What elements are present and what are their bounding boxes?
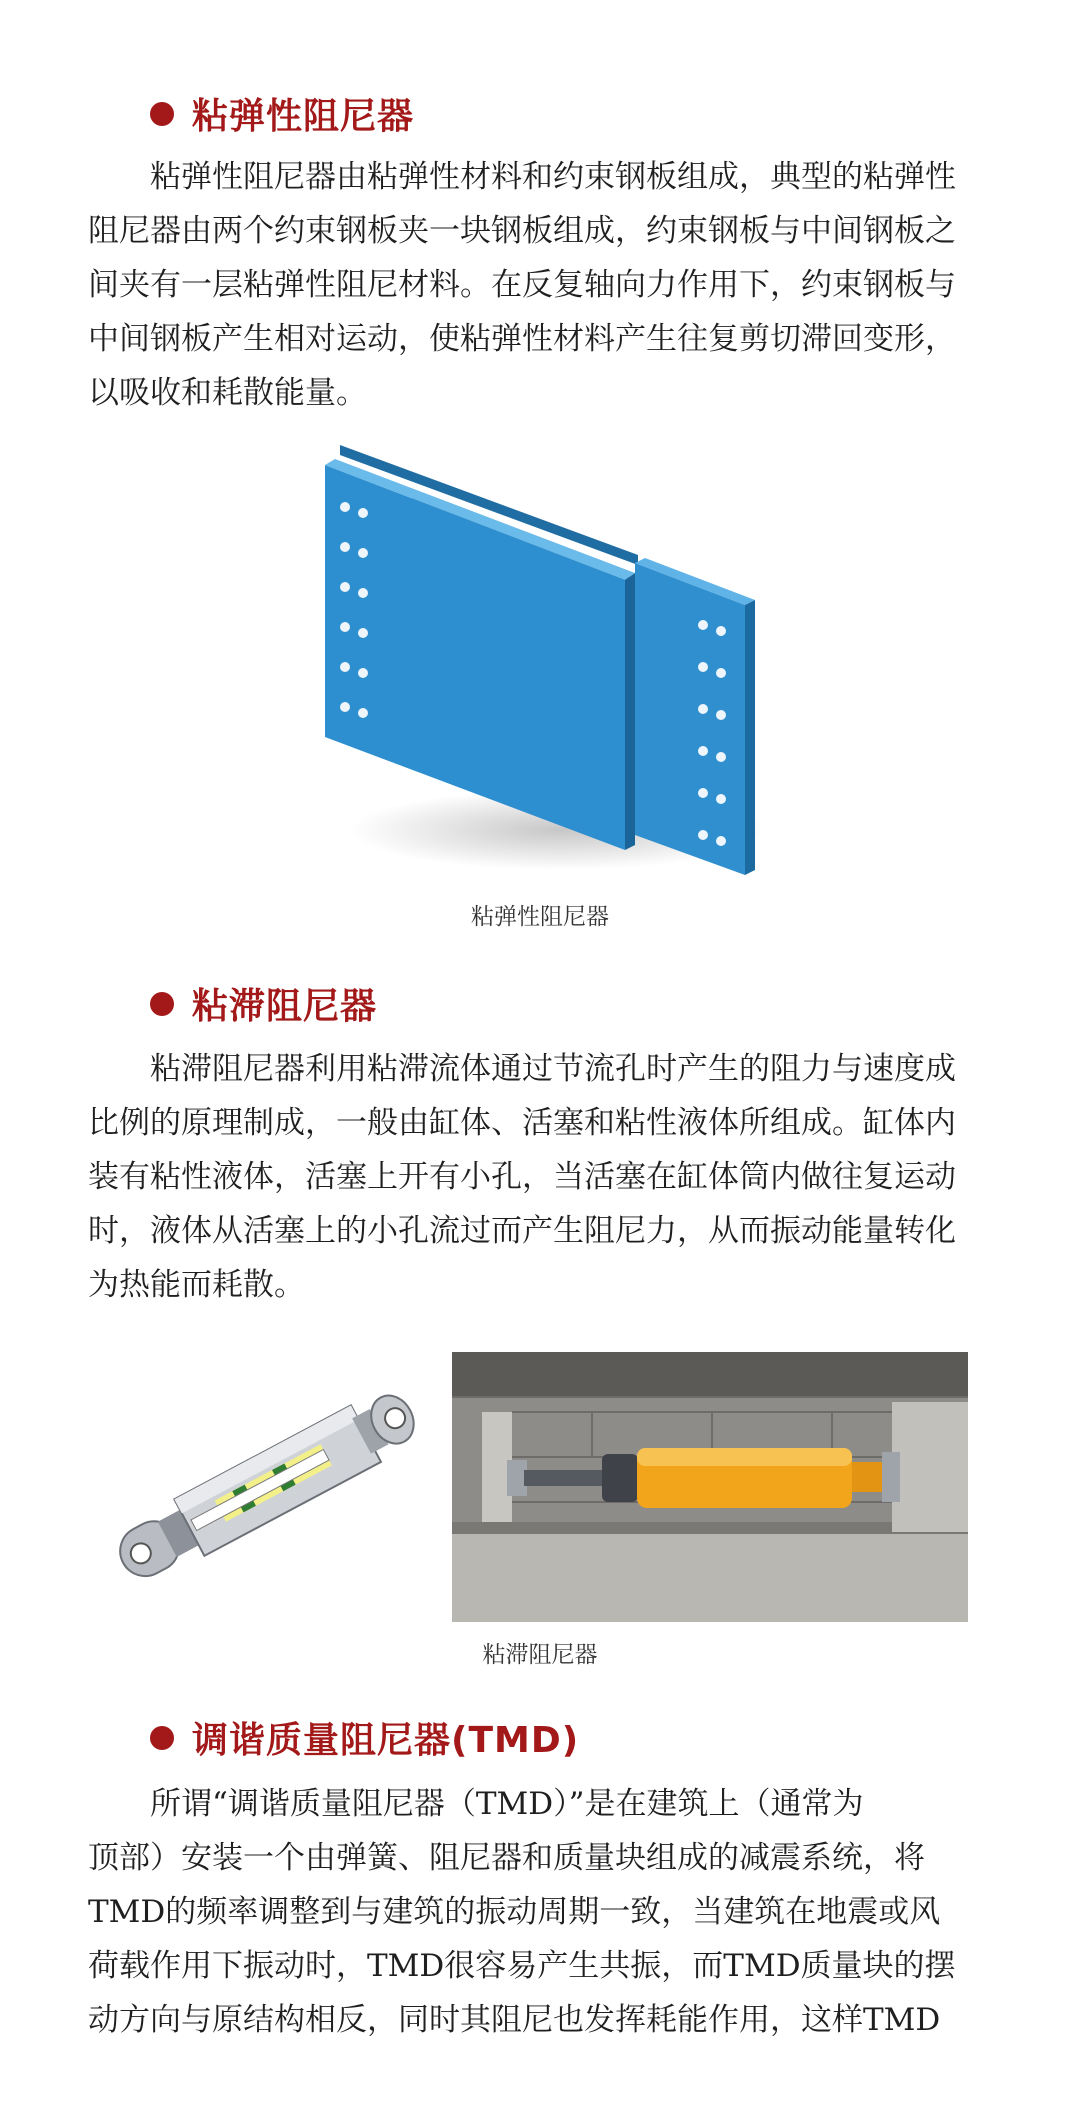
paragraph-line: 比例的原理制成，一般由缸体、活塞和粘性液体所组成。缸体内	[88, 1105, 956, 1141]
paragraph-line: 粘弹性阻尼器由粘弹性材料和约束钢板组成，典型的粘弹性	[88, 159, 956, 195]
section3-heading	[150, 1712, 579, 1763]
section2-heading	[150, 978, 377, 1029]
paragraph-line: 为热能而耗散。	[88, 1267, 305, 1303]
paragraph-line: TMD的频率调整到与建筑的振动周期一致，当建筑在地震或风	[88, 1894, 941, 1930]
figure-caption: 粘滞阻尼器	[482, 1642, 598, 1668]
paragraph-line: 所谓“调谐质量阻尼器（TMD）”是在建筑上（通常为	[88, 1786, 864, 1822]
paragraph-line: 间夹有一层粘弹性阻尼材料。在反复轴向力作用下，约束钢板与	[88, 267, 956, 303]
section2-heading-text: 粘滞阻尼器	[192, 986, 378, 1027]
section1-heading	[150, 88, 414, 139]
section1-heading-text: 粘弹性阻尼器	[192, 96, 415, 137]
paragraph-line: 粘滞阻尼器利用粘滞流体通过节流孔时产生的阻力与速度成	[88, 1051, 956, 1087]
section1-paragraph	[88, 150, 960, 420]
section3-heading-text: 调谐质量阻尼器(TMD)	[192, 1720, 580, 1761]
paragraph-line: 时，液体从活塞上的小孔流过而产生阻尼力，从而振动能量转化	[88, 1213, 956, 1249]
viscous-damper-cutaway-image	[95, 1370, 425, 1610]
paragraph-line: 中间钢板产生相对运动，使粘弹性材料产生往复剪切滞回变形，	[88, 321, 956, 357]
paragraph-line: 以吸收和耗散能量。	[88, 375, 367, 411]
paragraph-line: 阻尼器由两个约束钢板夹一块钢板组成，约束钢板与中间钢板之	[88, 213, 956, 249]
bullet-icon	[150, 102, 174, 126]
viscous-damper-installed-image	[452, 1352, 968, 1622]
figure-caption: 粘弹性阻尼器	[471, 904, 609, 930]
viscoelastic-damper-image	[300, 445, 760, 885]
paragraph-line: 荷载作用下振动时，TMD很容易产生共振，而TMD质量块的摆	[88, 1948, 956, 1984]
section3-paragraph	[88, 1777, 960, 2047]
section2-paragraph	[88, 1042, 960, 1312]
paragraph-line: 顶部）安装一个由弹簧、阻尼器和质量块组成的减震系统，将	[88, 1840, 925, 1876]
paragraph-line: 装有粘性液体，活塞上开有小孔，当活塞在缸体筒内做往复运动	[88, 1159, 956, 1195]
bullet-icon	[150, 992, 174, 1016]
paragraph-line: 动方向与原结构相反，同时其阻尼也发挥耗能作用，这样TMD	[88, 2002, 941, 2038]
bullet-icon	[150, 1726, 174, 1750]
